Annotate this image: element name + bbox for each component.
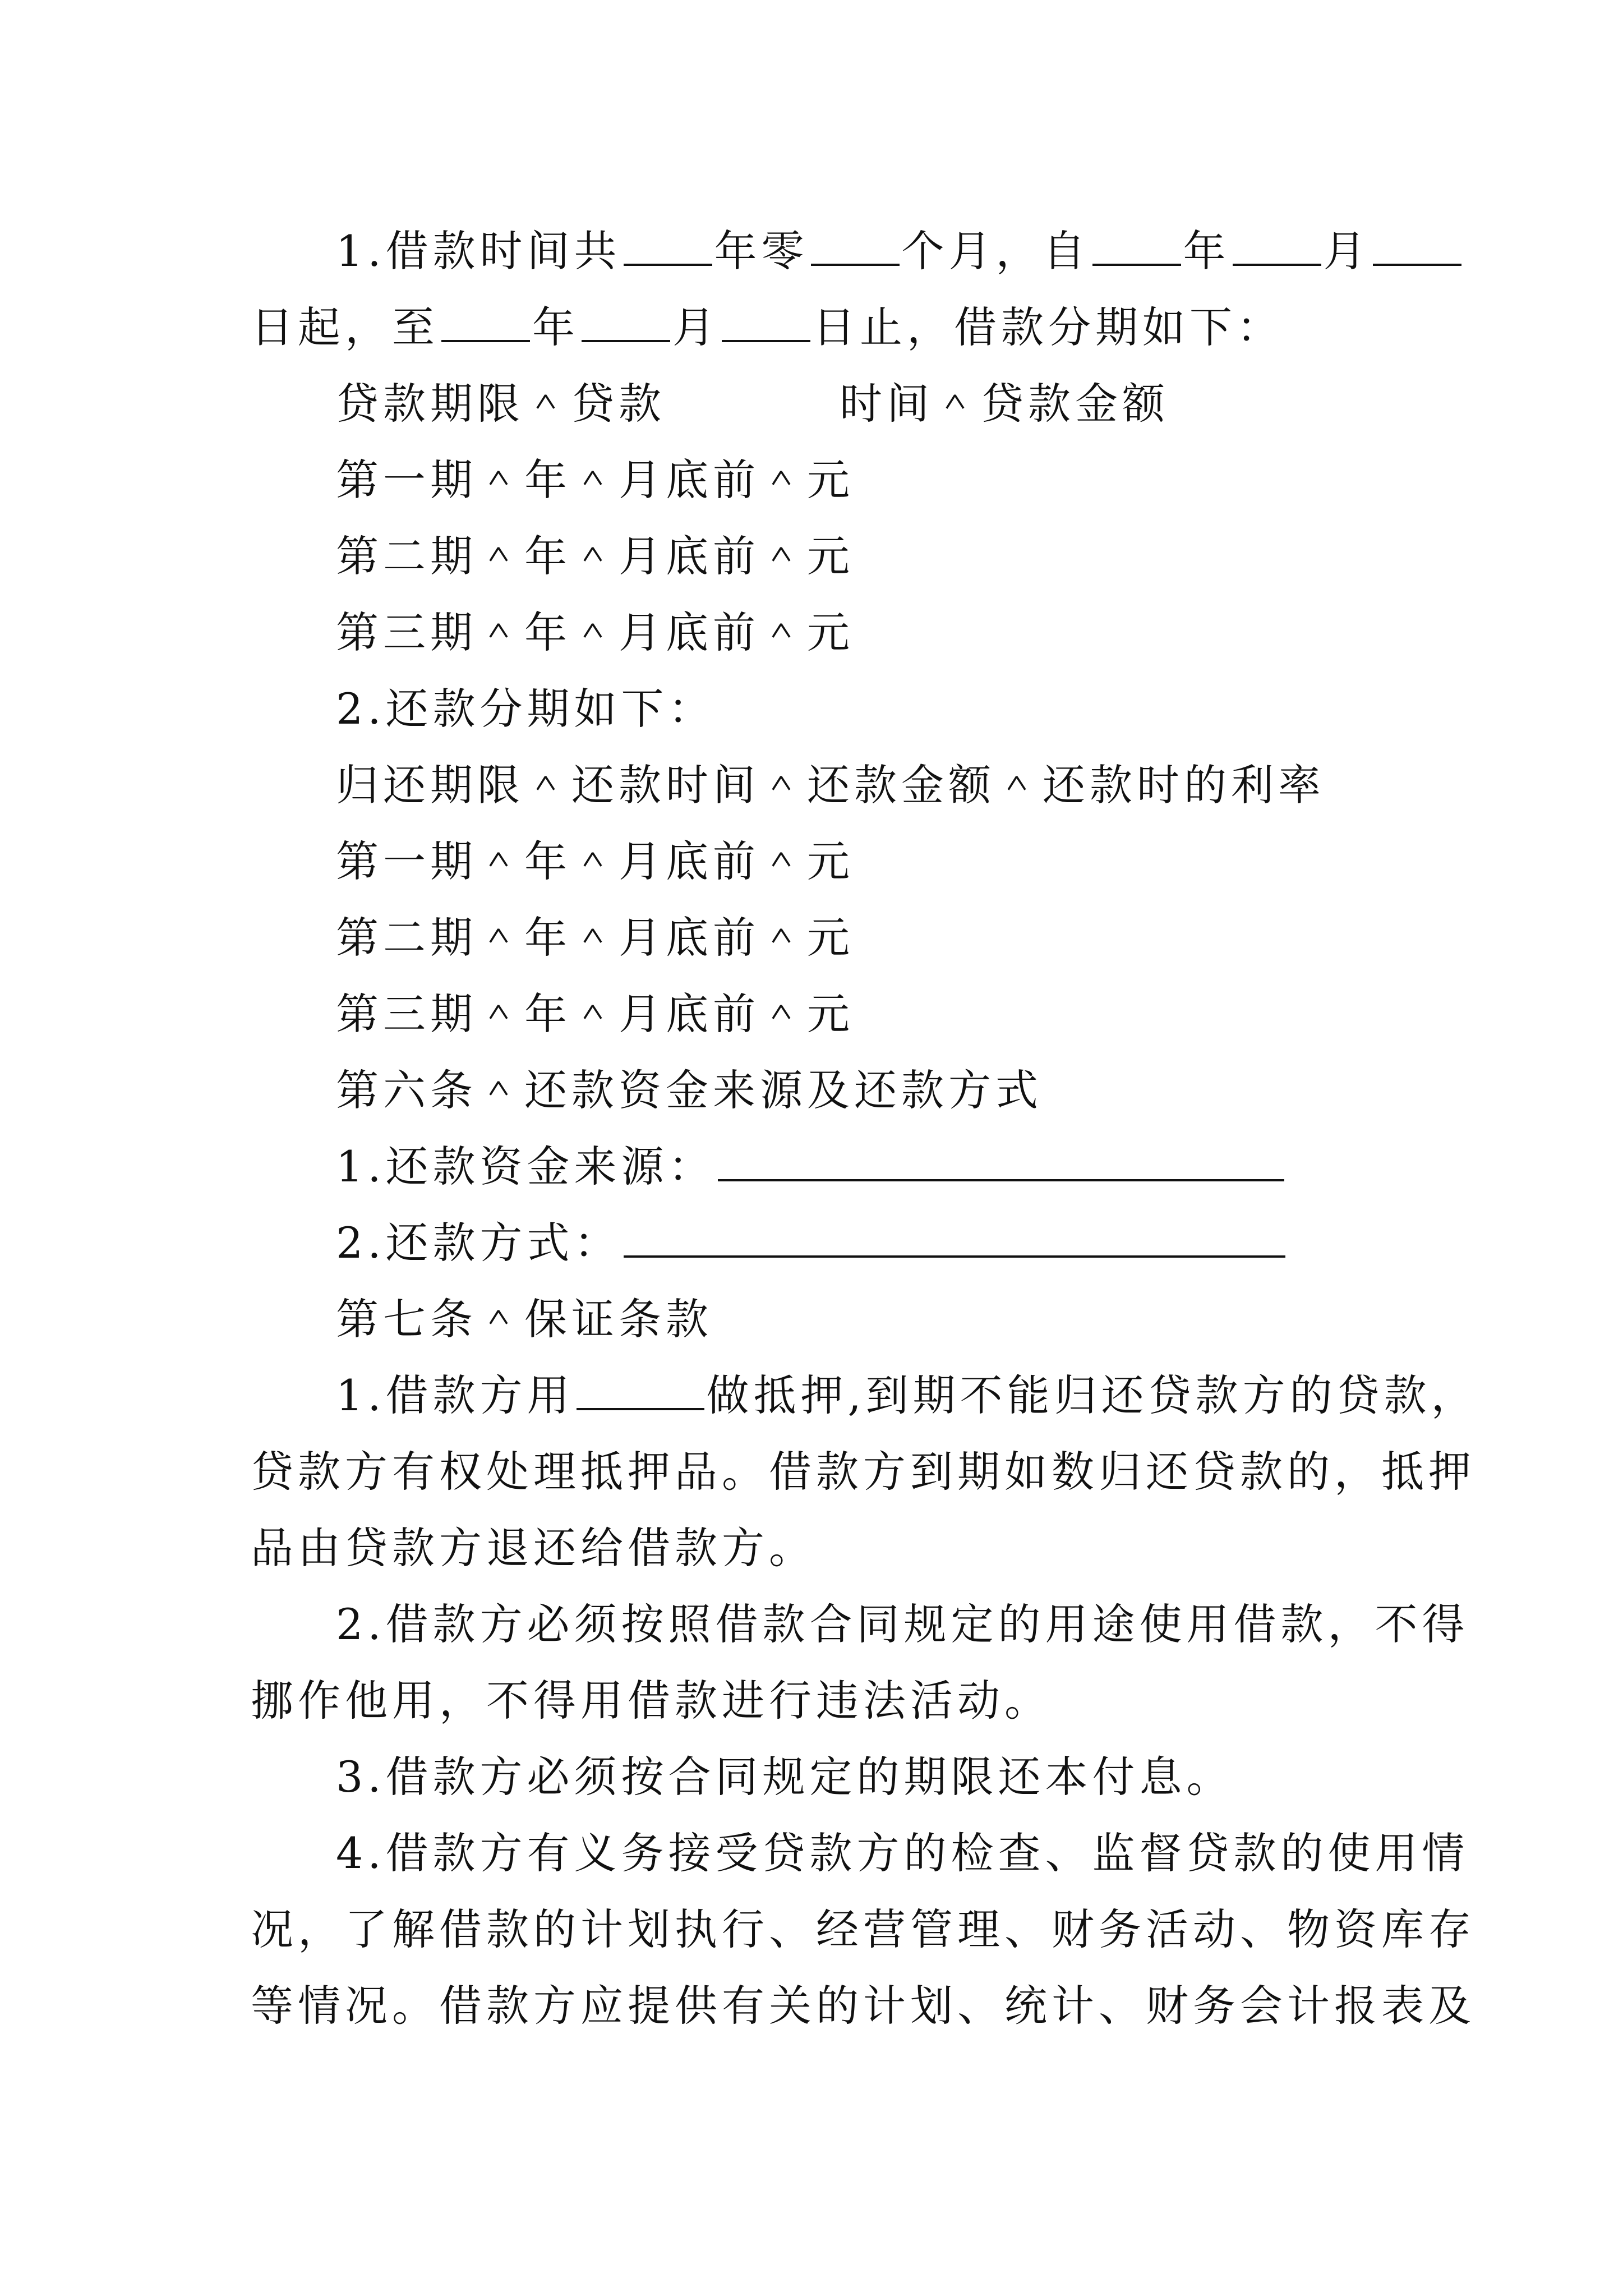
collateral-line-1 [251, 1358, 1478, 1434]
article-6-title: 第六条＾还款资金来源及还款方式 [336, 1065, 1043, 1115]
repay-row: 第二期＾年＾月底前＾元 [336, 913, 854, 963]
repay-method-line [251, 1205, 1389, 1281]
text: 日止，借款分期如下： [813, 302, 1284, 352]
repay-title: 2.还款分期如下： [336, 684, 716, 734]
usage-line-2: 挪作他用，不得用借款进行违法活动。 [251, 1676, 1052, 1726]
article-7-title: 第七条＾保证条款 [336, 1294, 713, 1344]
borrow-row: 第一期＾年＾月底前＾元 [336, 455, 854, 505]
text: 年 [1183, 226, 1230, 276]
text: 月 [1323, 226, 1371, 276]
collateral-line-2: 贷款方有权处理抵押品。借款方到期如数归还贷款的，抵押 [251, 1447, 1476, 1497]
header-part: 贷款期限＾贷款 [336, 379, 666, 429]
inspection-line-2: 况，了解借款的计划执行、经营管理、财务活动、物资库存 [251, 1904, 1476, 1954]
text: 日起，至 [251, 302, 439, 352]
text: 月 [672, 302, 720, 352]
contract-text [251, 213, 1478, 2044]
collateral-line-3: 品由贷款方退还给借款方。 [251, 1523, 816, 1573]
blank-start-day[interactable] [1373, 224, 1461, 266]
repay-table-header: 归还期限＾还款时间＾还款金额＾还款时的利率 [336, 760, 1325, 810]
collateral-blank[interactable] [577, 1369, 704, 1410]
blank-years[interactable] [624, 224, 712, 266]
blank-start-month[interactable] [1233, 224, 1321, 266]
loan-term-line-2 [251, 289, 1389, 366]
inspection-line-1: 4.借款方有义务接受贷款方的检查、监督贷款的使用情 [336, 1828, 1469, 1878]
repay-source-line [251, 1129, 1389, 1205]
blank-end-year[interactable] [441, 301, 530, 342]
blank-start-year[interactable] [1092, 224, 1181, 266]
blank-months[interactable] [811, 224, 900, 266]
borrow-row: 第二期＾年＾月底前＾元 [336, 531, 854, 581]
blank-end-month[interactable] [582, 301, 670, 342]
blank-end-day[interactable] [722, 301, 810, 342]
text: 个月，自 [901, 226, 1090, 276]
header-part: 时间＾贷款金额 [840, 379, 1169, 429]
repay-row: 第三期＾年＾月底前＾元 [336, 989, 854, 1039]
usage-line-1: 2.借款方必须按照借款合同规定的用途使用借款，不得 [336, 1599, 1469, 1649]
repay-term-line: 3.借款方必须按合同规定的期限还本付息。 [336, 1752, 1234, 1802]
text: 1.借款时间共 [336, 226, 621, 276]
borrow-row: 第三期＾年＾月底前＾元 [336, 608, 854, 657]
repay-method-blank[interactable] [624, 1216, 1285, 1258]
inspection-line-3: 等情况。借款方应提供有关的计划、统计、财务会计报表及 [251, 1981, 1476, 2031]
text: 做抵押,到期不能归还贷款方的贷款， [706, 1370, 1478, 1420]
text: 年 [532, 302, 579, 352]
repay-source-label: 1.还款资金来源： [336, 1142, 716, 1191]
borrow-table-header [251, 366, 1389, 442]
text: 1.借款方用 [336, 1370, 574, 1420]
loan-term-line-1 [251, 213, 1389, 289]
repay-method-label: 2.还款方式： [336, 1218, 621, 1268]
repay-source-blank[interactable] [718, 1140, 1284, 1181]
text: 年零 [714, 226, 809, 276]
repay-row: 第一期＾年＾月底前＾元 [336, 836, 854, 886]
